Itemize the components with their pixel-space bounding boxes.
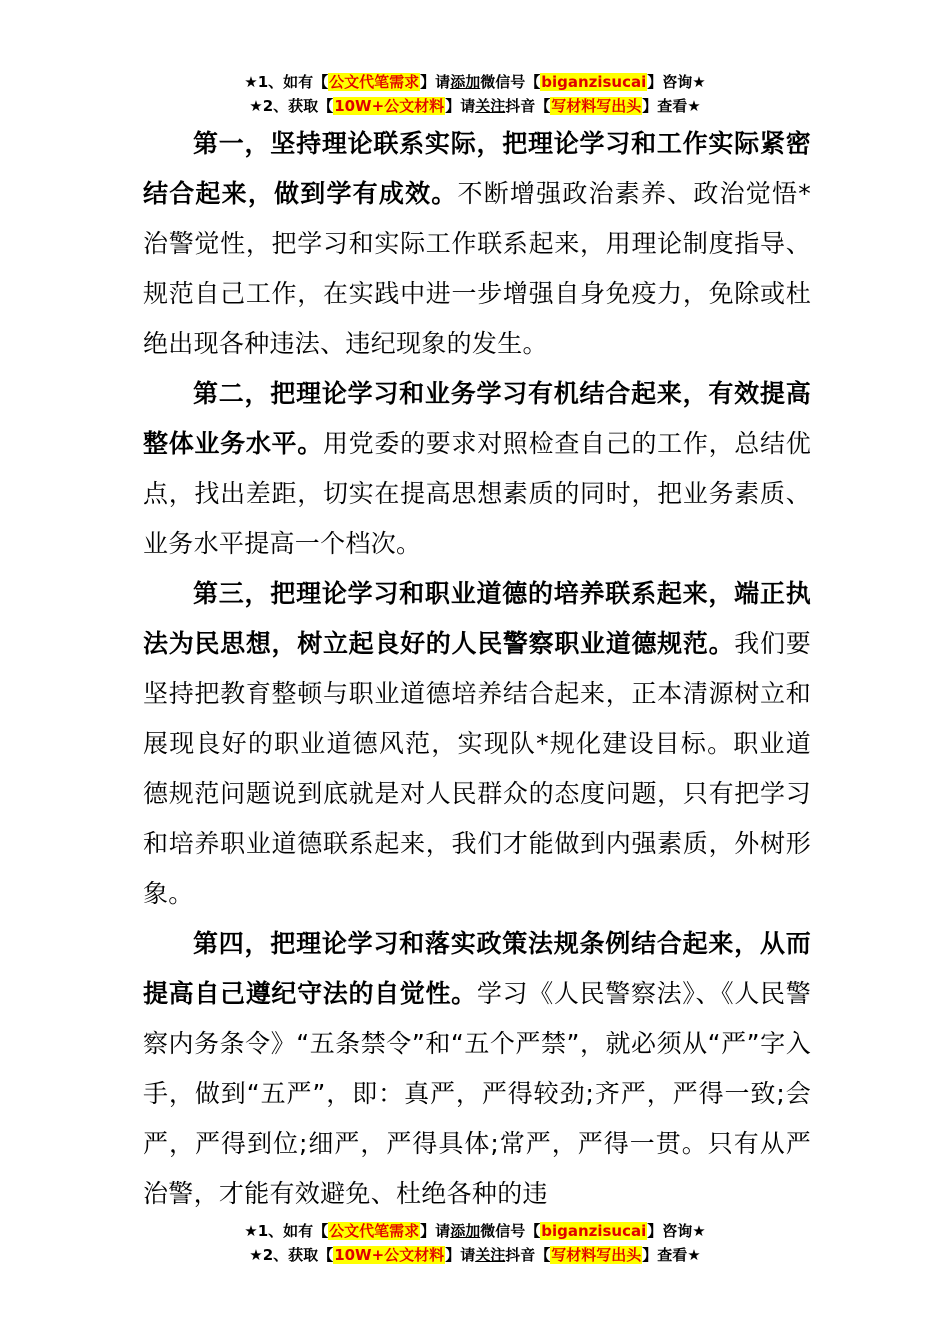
banner-underline: 关注 [475, 1246, 506, 1264]
banner-text: 】请 [445, 1246, 476, 1264]
paragraph-text: 不断增强政治素养、政治觉悟*治警觉性，把学习和实际工作联系起来，用理论制度指导、规范自己工作，在实践中进一步增强自身免疫力，免除或杜绝出现各种违法、违纪现象的发生。 [143, 179, 811, 358]
footer-banner [0, 1219, 950, 1267]
paragraph-heading: 第三，把理论学习和职业道德的培养联系起来，端正执法为民思想，树立起良好的人民警察职业道德规范。 [143, 579, 811, 658]
document-body [143, 119, 811, 1219]
banner-text: ★2、获取【 [249, 97, 334, 115]
paragraph-4 [143, 919, 811, 1219]
paragraph-heading: 第一，坚持理论联系实际，把理论学习和工作实际紧密结合起来，做到学有成效。 [143, 129, 811, 208]
banner-text: 抖音【 [505, 97, 551, 115]
banner-text: 微信号【 [480, 1222, 541, 1240]
banner-text: 】咨询★ [647, 73, 706, 91]
banner-highlight: 公文代笔需求 [329, 1222, 420, 1240]
banner-text: 】请 [445, 97, 476, 115]
banner-text: 】请 [420, 73, 451, 91]
paragraph-1 [143, 119, 811, 369]
banner-line-1 [0, 1219, 950, 1243]
paragraph-2 [143, 369, 811, 569]
banner-line-1 [0, 70, 950, 94]
banner-text: 微信号【 [480, 73, 541, 91]
banner-text: ★2、获取【 [249, 1246, 334, 1264]
banner-highlight: 写材料写出头 [551, 1246, 642, 1264]
banner-text: 】查看★ [642, 1246, 701, 1264]
banner-highlight: 写材料写出头 [551, 97, 642, 115]
paragraph-3 [143, 569, 811, 919]
banner-highlight: 10W+公文材料 [334, 97, 445, 115]
paragraph-text: 用党委的要求对照检查自己的工作，总结优点，找出差距，切实在提高思想素质的同时，把业务素质、业务水平提高一个档次。 [143, 429, 811, 558]
banner-text: 】咨询★ [647, 1222, 706, 1240]
banner-text: 】查看★ [642, 97, 701, 115]
banner-highlight: biganzisucai [541, 73, 647, 91]
banner-text: ★1、如有【 [244, 73, 329, 91]
banner-text: 抖音【 [505, 1246, 551, 1264]
banner-text: ★1、如有【 [244, 1222, 329, 1240]
paragraph-text: 学习《人民警察法》、《人民警察内务条令》“五条禁令”和“五个严禁”，就必须从“严”字入手，做到“五严”，即：真严，严得较劲;齐严，严得一致;会严，严得到位;细严，严得具体;常严，严得一贯。只有从严治警，才能有效避免、杜绝各种的违 [143, 979, 812, 1208]
banner-text: 】请 [420, 1222, 451, 1240]
header-banner [0, 70, 950, 118]
banner-line-2 [0, 1243, 950, 1267]
banner-underline: 添加 [450, 1222, 481, 1240]
paragraph-text: 我们要坚持把教育整顿与职业道德培养结合起来，正本清源树立和展现良好的职业道德风范，实现队*规化建设目标。职业道德规范问题说到底就是对人民群众的态度问题，只有把学习和培养职业道德联系起来，我们才能做到内强素质，外树形象。 [143, 629, 811, 908]
paragraph-heading: 第四，把理论学习和落实政策法规条例结合起来，从而提高自己遵纪守法的自觉性。 [143, 929, 811, 1008]
banner-highlight: 10W+公文材料 [334, 1246, 445, 1264]
banner-line-2 [0, 94, 950, 118]
banner-highlight: 公文代笔需求 [329, 73, 420, 91]
paragraph-heading: 第二，把理论学习和业务学习有机结合起来，有效提高整体业务水平。 [143, 379, 811, 458]
banner-underline: 添加 [450, 73, 481, 91]
banner-underline: 关注 [475, 97, 506, 115]
banner-highlight: biganzisucai [541, 1222, 647, 1240]
